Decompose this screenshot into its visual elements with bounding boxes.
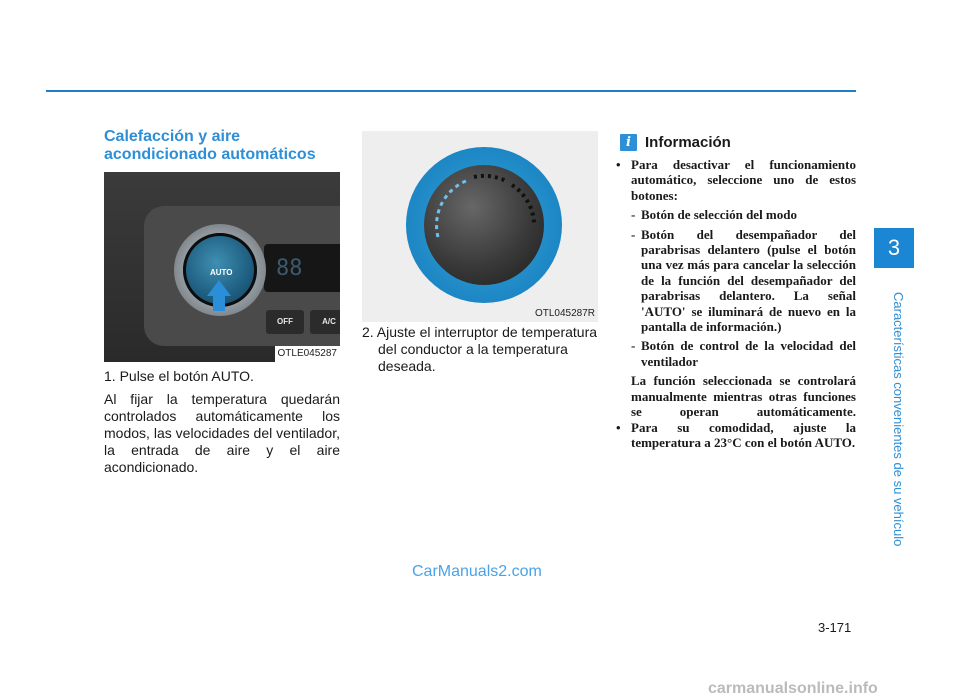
watermark-link[interactable]: CarManuals2.com bbox=[412, 563, 542, 580]
press-arrow-stem bbox=[213, 295, 225, 311]
dash-icon: - bbox=[631, 226, 636, 242]
info-bullet1-text: Para desactivar el funcionamiento automático, seleccione uno de estos botones: bbox=[631, 157, 856, 203]
figure-code: OTLE045287 bbox=[275, 346, 341, 362]
footer-watermark: carmanualsonline.info bbox=[708, 680, 878, 697]
auto-knob-label: AUTO bbox=[210, 268, 233, 277]
info-sub3-text: Botón de control de la velocidad del ventilador bbox=[641, 338, 856, 369]
temperature-knob-figure bbox=[362, 131, 598, 322]
section-title-line1: Calefacción y aire bbox=[104, 128, 241, 145]
bullet-icon: • bbox=[616, 157, 621, 172]
ac-button: A/C bbox=[310, 310, 340, 334]
step2-text: 2. Ajuste el interruptor de temperatura del conductor a la temperatura deseada. bbox=[362, 324, 598, 374]
step1-text: 1. Pulse el botón AUTO. bbox=[104, 368, 254, 384]
info-sub1-text: Botón de selección del modo bbox=[641, 207, 797, 223]
chapter-title: Características convenientes de su vehículo bbox=[891, 292, 906, 547]
info-icon: i bbox=[620, 134, 637, 151]
info-sub-item bbox=[616, 207, 856, 222]
bullet-icon: • bbox=[616, 419, 621, 435]
info-note: La función seleccionada se controlará manualmente mientras otras funciones se operan automáticamente. bbox=[631, 373, 856, 420]
info-sub2-text: Botón del desempañador del parabrisas delantero (pulse el botón una vez más para cancelar la selección de la función del desempañador del parabrisas delantero. La señal 'AUTO' se iluminará de nuevo en la pantalla de información.) bbox=[641, 226, 856, 335]
info-sub-item bbox=[616, 338, 856, 369]
step1-block bbox=[104, 368, 340, 482]
info-title: Información bbox=[645, 134, 731, 151]
figure-code: OTL045287R bbox=[534, 308, 595, 319]
section-title bbox=[104, 128, 344, 164]
info-sub-item bbox=[616, 227, 856, 335]
info-body bbox=[616, 157, 856, 452]
info-bullet2-text: Para su comodidad, ajuste la temperatura a 23°C con el botón AUTO. bbox=[631, 419, 856, 450]
page-number: 3-171 bbox=[818, 620, 852, 635]
info-bullet bbox=[616, 420, 856, 451]
rotate-arrows-icon bbox=[426, 167, 542, 283]
top-rule bbox=[46, 90, 856, 92]
section-title-line2: acondicionado automáticos bbox=[104, 146, 316, 163]
step1-paragraph: Al fijar la temperatura quedarán controlados automáticamente los modos, las velocidades del ventilador, la entrada de aire y el aire acondicionado. bbox=[104, 391, 340, 475]
info-bullet bbox=[616, 157, 856, 203]
panel-display-text: 88 bbox=[276, 256, 303, 281]
chapter-number: 3 bbox=[874, 228, 914, 268]
climate-panel-figure bbox=[104, 172, 340, 362]
off-button: OFF bbox=[266, 310, 304, 334]
dash-icon: - bbox=[631, 207, 636, 223]
info-header bbox=[620, 134, 860, 154]
dash-icon: - bbox=[631, 338, 636, 354]
press-arrow-icon bbox=[207, 280, 231, 296]
